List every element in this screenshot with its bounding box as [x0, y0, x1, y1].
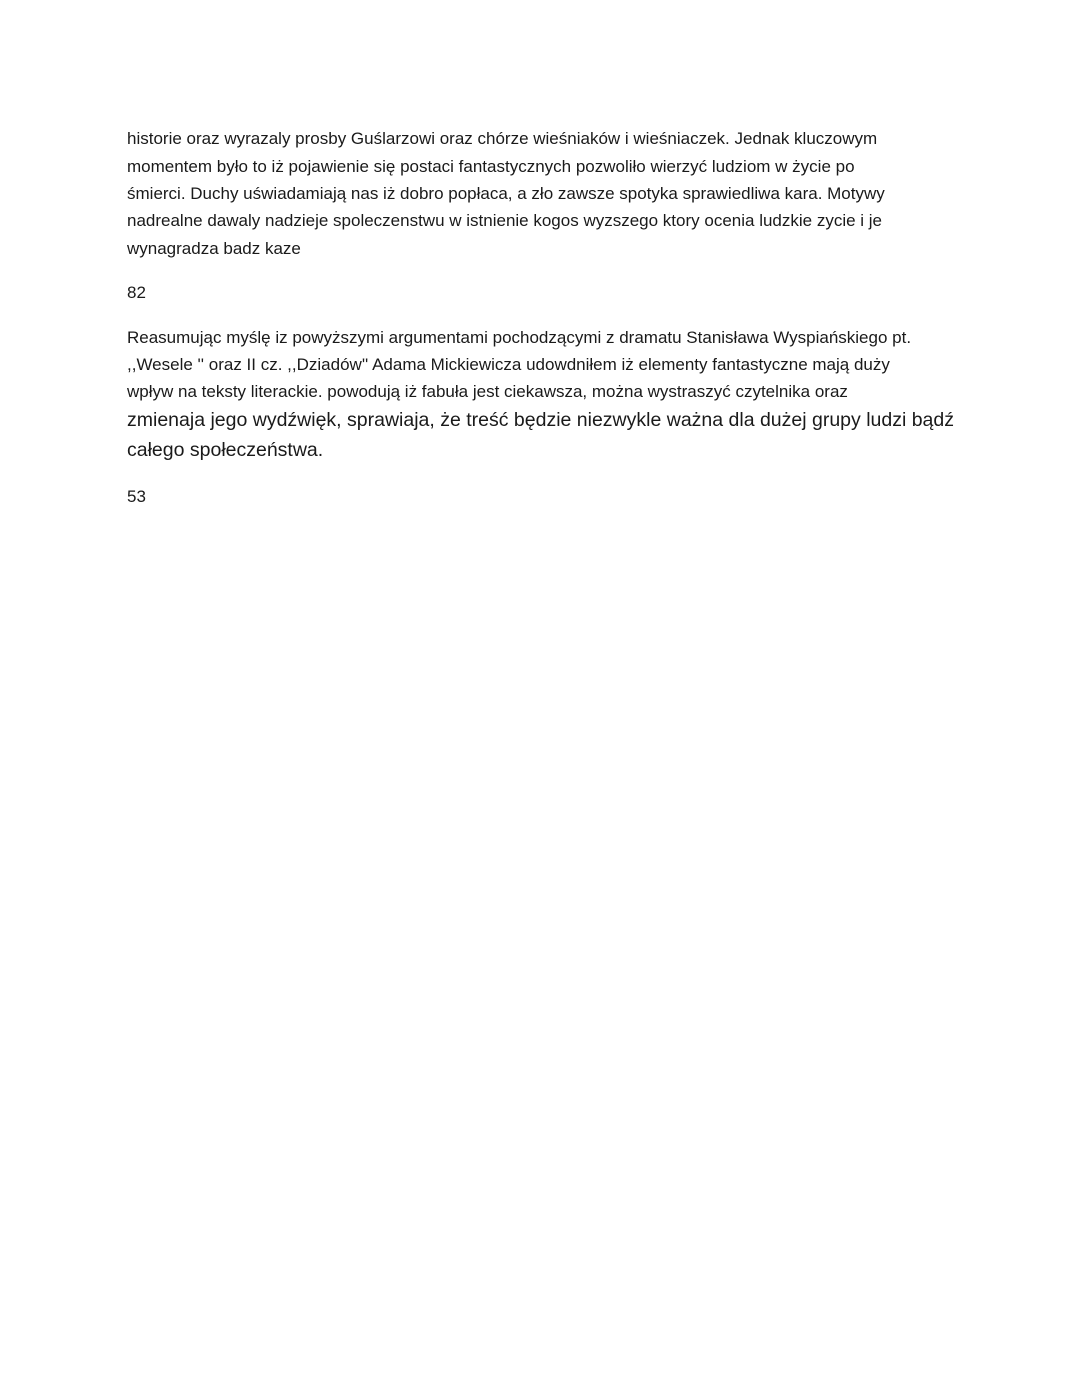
paragraph-2-line-5: całego społeczeństwa.: [127, 439, 324, 461]
paragraph-1-line-4: nadrealne dawaly nadzieje spoleczenstwu w istnienie kogos wyzszego ktory ocenia ludzkie zycie i je: [127, 211, 883, 230]
paragraph-2-line-1: Reasumując myślę iz powyższymi argumentami pochodzącymi z dramatu Stanisława Wyspiańskiego pt.: [127, 328, 912, 347]
paragraph-1-line-5: wynagradza badz kaze: [127, 239, 301, 258]
paragraph-1-line-2: momentem było to iż pojawienie się postaci fantastycznych pozwoliło wierzyć ludziom w życie po: [127, 157, 855, 176]
paragraph-2-line-4: zmienaja jego wydźwięk, sprawiaja, że treść będzie niezwykle ważna dla dużej grupy ludzi bądź: [127, 409, 954, 431]
paragraph-2-line-3: wpływ na teksty literackie. powodują iż fabuła jest ciekawsza, można wystraszyć czytelnika oraz: [127, 382, 848, 401]
page-number-53: 53: [127, 487, 146, 506]
paragraph-2-line-2: ,,Wesele '' oraz II cz. ,,Dziadów'' Adama Mickiewicza udowdniłem iż elementy fantastyczne mają duży: [127, 355, 890, 374]
paragraph-1-line-1: historie oraz wyrazaly prosby Guślarzowi oraz chórze wieśniaków i wieśniaczek. Jednak kluczowym: [127, 129, 878, 148]
page-number-82: 82: [127, 283, 146, 302]
paragraph-1-line-3: śmierci. Duchy uświadamiają nas iż dobro popłaca, a zło zawsze spotyka sprawiedliwa kara. Motywy: [127, 184, 885, 203]
